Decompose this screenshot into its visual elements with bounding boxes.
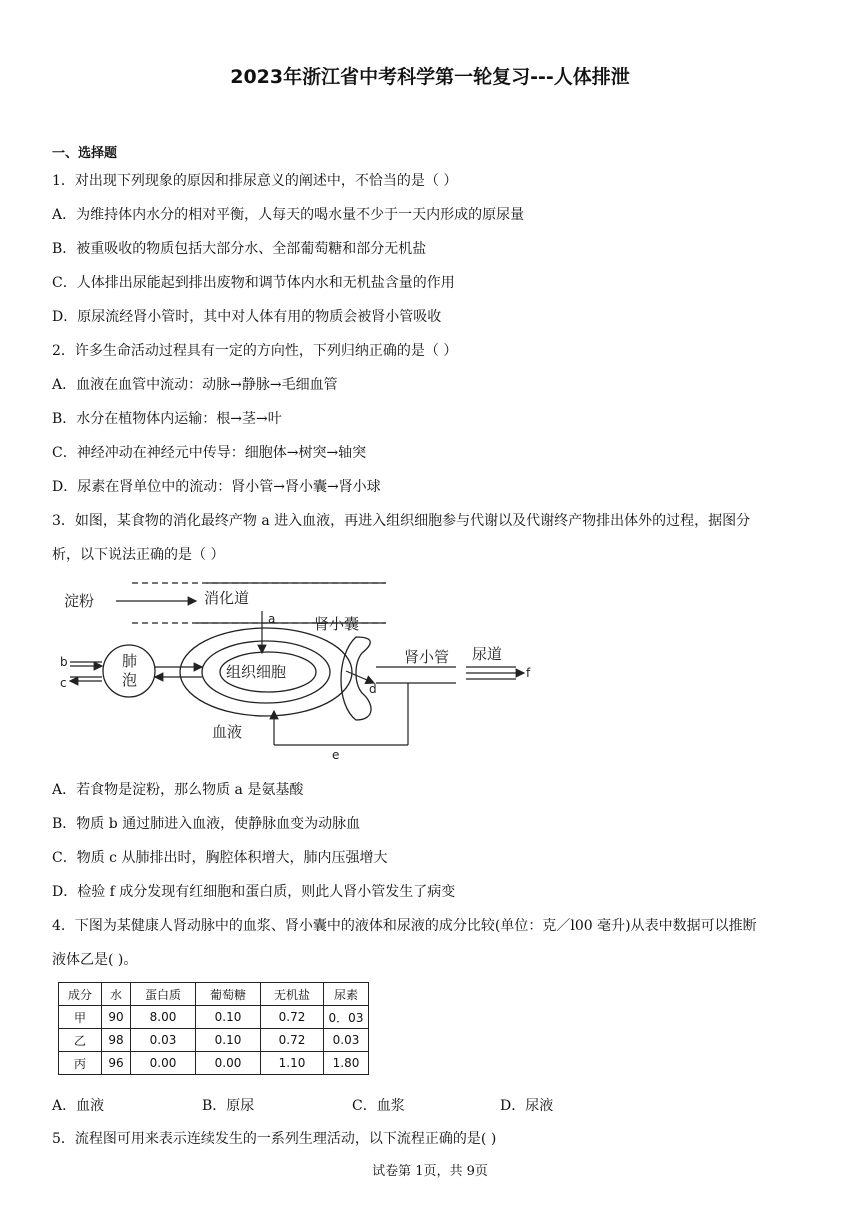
q1-stem: 1．对出现下列现象的原因和排尿意义的阐述中，不恰当的是（ ） [52,173,458,189]
q4-options [52,1097,553,1115]
table-cell: 0.00 [131,1052,196,1075]
label-e: e [332,748,340,762]
q4-option-b: B．原尿 [202,1098,255,1114]
table-row [59,1006,369,1029]
table-header: 成分 [59,983,102,1006]
table-header: 蛋白质 [131,983,196,1006]
label-a: a [268,612,276,626]
label-alveolus-2: 泡 [122,671,138,689]
table-header: 葡萄糖 [196,983,261,1006]
q3-stem-line1: 3．如图，某食物的消化最终产物 a 进入血液，再进入组织细胞参与代谢以及代谢终产物排出体外的过程，据图分 [52,513,751,529]
label-c: c [60,676,67,690]
table-header: 无机盐 [261,983,324,1006]
table-cell: 甲 [59,1006,102,1029]
table-header-row [59,983,369,1006]
q4-option-d: D．尿液 [500,1098,554,1114]
q3-option-a: A．若食物是淀粉，那么物质 a 是氨基酸 [52,782,304,798]
label-renal-capsule: 肾小囊 [314,615,360,633]
label-renal-tubule: 肾小管 [404,648,450,666]
q2-option-d: D．尿素在肾单位中的流动：肾小管→肾小囊→肾小球 [52,479,381,495]
q4-option-a: A．血液 [52,1098,105,1114]
table-cell: 96 [102,1052,131,1075]
table-cell: 丙 [59,1052,102,1075]
q2-option-b: B．水分在植物体内运输：根→茎→叶 [52,411,282,427]
table-cell: 1.10 [261,1052,324,1075]
label-blood: 血液 [212,723,243,741]
table-header: 水 [102,983,131,1006]
q3-stem-line2: 析，以下说法正确的是（ ） [52,547,225,563]
label-urethra: 尿道 [472,645,503,663]
label-b: b [60,655,68,669]
table-cell: 90 [102,1006,131,1029]
q2-option-c: C．神经冲动在神经元中传导：细胞体→树突→轴突 [52,445,367,461]
q4-stem-line1: 4．下图为某健康人肾动脉中的血浆、肾小囊中的液体和尿液的成分比较(单位：克／l00 毫升)从表中数据可以推断 [52,918,757,934]
table-cell: 0.03 [131,1029,196,1052]
table-header: 尿素 [324,983,369,1006]
q1-option-b: B．被重吸收的物质包括大部分水、全部葡萄糖和部分无机盐 [52,241,427,257]
label-tissue-cells: 组织细胞 [226,663,287,681]
page-title: 2023年浙江省中考科学第一轮复习---人体排泄 [230,66,630,88]
label-alveolus-1: 肺 [122,652,138,670]
table-row [59,1052,369,1075]
q4-stem-line2: 液体乙是( )。 [52,952,138,968]
q3-option-c: C．物质 c 从肺排出时，胸腔体积增大，肺内压强增大 [52,850,388,866]
label-starch: 淀粉 [64,592,95,610]
q1-option-c: C．人体排出尿能起到排出废物和调节体内水和无机盐含量的作用 [52,275,455,291]
q2-option-a: A．血液在血管中流动：动脉→静脉→毛细血管 [52,377,338,393]
q1-option-a: A．为维持体内水分的相对平衡，人每天的喝水量不少于一天内形成的原尿量 [52,207,525,223]
table-cell: 0.10 [196,1006,261,1029]
table-cell: 0.72 [261,1006,324,1029]
label-f: f [526,666,531,680]
q4-option-c: C．血浆 [352,1098,405,1114]
table-cell: 0.10 [196,1029,261,1052]
label-d: d [369,682,377,696]
page-footer: 试卷第 1页，共 9页 [372,1164,488,1179]
table-cell: 0.03 [324,1029,369,1052]
excretion-diagram [56,575,536,765]
table-cell: 8.00 [131,1006,196,1029]
q1-option-d: D．原尿流经肾小管时，其中对人体有用的物质会被肾小管吸收 [52,309,442,325]
label-digestive-tract: 消化道 [204,589,250,607]
table-cell: 0.72 [261,1029,324,1052]
table-cell: 1.80 [324,1052,369,1075]
composition-table [58,982,369,1075]
table-cell: 乙 [59,1029,102,1052]
table-cell: 98 [102,1029,131,1052]
q5-stem: 5．流程图可用来表示连续发生的一系列生理活动，以下流程正确的是( ) [52,1131,497,1147]
section-heading: 一、选择题 [52,146,118,161]
table-row [59,1029,369,1052]
table-cell: 0.00 [196,1052,261,1075]
q2-stem: 2．许多生命活动过程具有一定的方向性，下列归纳正确的是（ ） [52,343,458,359]
table-cell: 0．03 [324,1006,369,1029]
q3-option-d: D．检验 f 成分发现有红细胞和蛋白质，则此人肾小管发生了病变 [52,884,456,900]
q3-option-b: B．物质 b 通过肺进入血液，使静脉血变为动脉血 [52,816,361,832]
